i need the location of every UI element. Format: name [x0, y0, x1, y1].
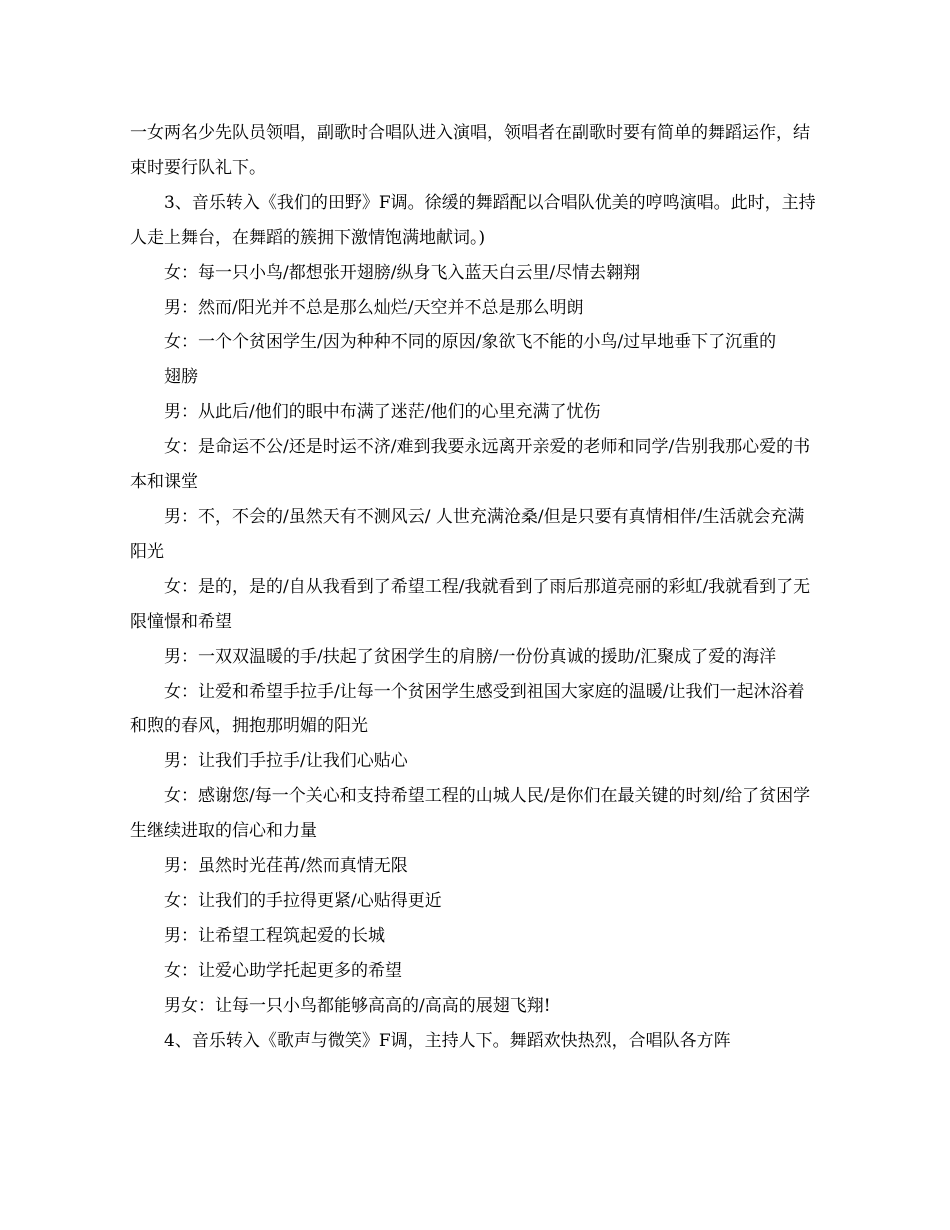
- paragraph: 男：一双双温暖的手/扶起了贫困学生的肩膀/一份份真诚的援助/汇聚成了爱的海洋: [164, 646, 777, 667]
- paragraph: 4、音乐转入《歌声与微笑》F调，主持人下。舞蹈欢快热烈，合唱队各方阵: [164, 1030, 731, 1051]
- paragraph: 女：一个个贫困学生/因为种种不同的原因/象欲飞不能的小鸟/过早地垂下了沉重的: [164, 332, 777, 353]
- paragraph: 男女：让每一只小鸟都能够高高的/高高的展翅飞翔!: [164, 995, 551, 1016]
- paragraph: 女：感谢您/每一个关心和支持希望工程的山城人民/是你们在最关键的时刻/给了贫困学生继续进取的信心和力量: [130, 786, 811, 842]
- paragraph: 男：让希望工程筑起爱的长城: [164, 925, 385, 946]
- paragraph: 女：每一只小鸟/都想张开翅膀/纵身飞入蓝天白云里/尽情去翱翔: [164, 262, 641, 283]
- paragraph: 翅膀: [164, 367, 198, 388]
- paragraph: 女：是的，是的/自从我看到了希望工程/我就看到了雨后那道亮丽的彩虹/我就看到了无限憧憬和希望: [130, 576, 811, 632]
- paragraph: 男：从此后/他们的眼中布满了迷茫/他们的心里充满了忧伤: [164, 402, 601, 423]
- paragraph: 女：让我们的手拉得更紧/心贴得更近: [164, 890, 442, 911]
- paragraph: 女：让爱和希望手拉手/让每一个贫困学生感受到祖国大家庭的温暖/让我们一起沐浴着和煦的春风，拥抱那明媚的阳光: [130, 681, 805, 737]
- paragraph: 一女两名少先队员领唱，副歌时合唱队进入演唱，领唱者在副歌时要有简单的舞蹈运作，结束时要行队礼下。: [130, 123, 810, 178]
- paragraph: 3、音乐转入《我们的田野》F调。徐缓的舞蹈配以合唱队优美的哼鸣演唱。此时，主持人走上舞台，在舞蹈的簇拥下激情饱满地献词。): [130, 192, 816, 248]
- paragraph: 女：让爱心助学托起更多的希望: [164, 960, 402, 981]
- paragraph: 男：让我们手拉手/让我们心贴心: [164, 751, 408, 772]
- paragraph: 男：然而/阳光并不总是那么灿烂/天空并不总是那么明朗: [164, 297, 584, 318]
- paragraph: 男：不，不会的/虽然天有不测风云/ 人世充满沧桑/但是只要有真情相伴/生活就会充满阳光: [130, 506, 805, 562]
- paragraph: 男：虽然时光荏苒/然而真情无限: [164, 856, 408, 877]
- paragraph: 女：是命运不公/还是时运不济/难到我要永远离开亲爱的老师和同学/告别我那心爱的书本和课堂: [130, 437, 811, 493]
